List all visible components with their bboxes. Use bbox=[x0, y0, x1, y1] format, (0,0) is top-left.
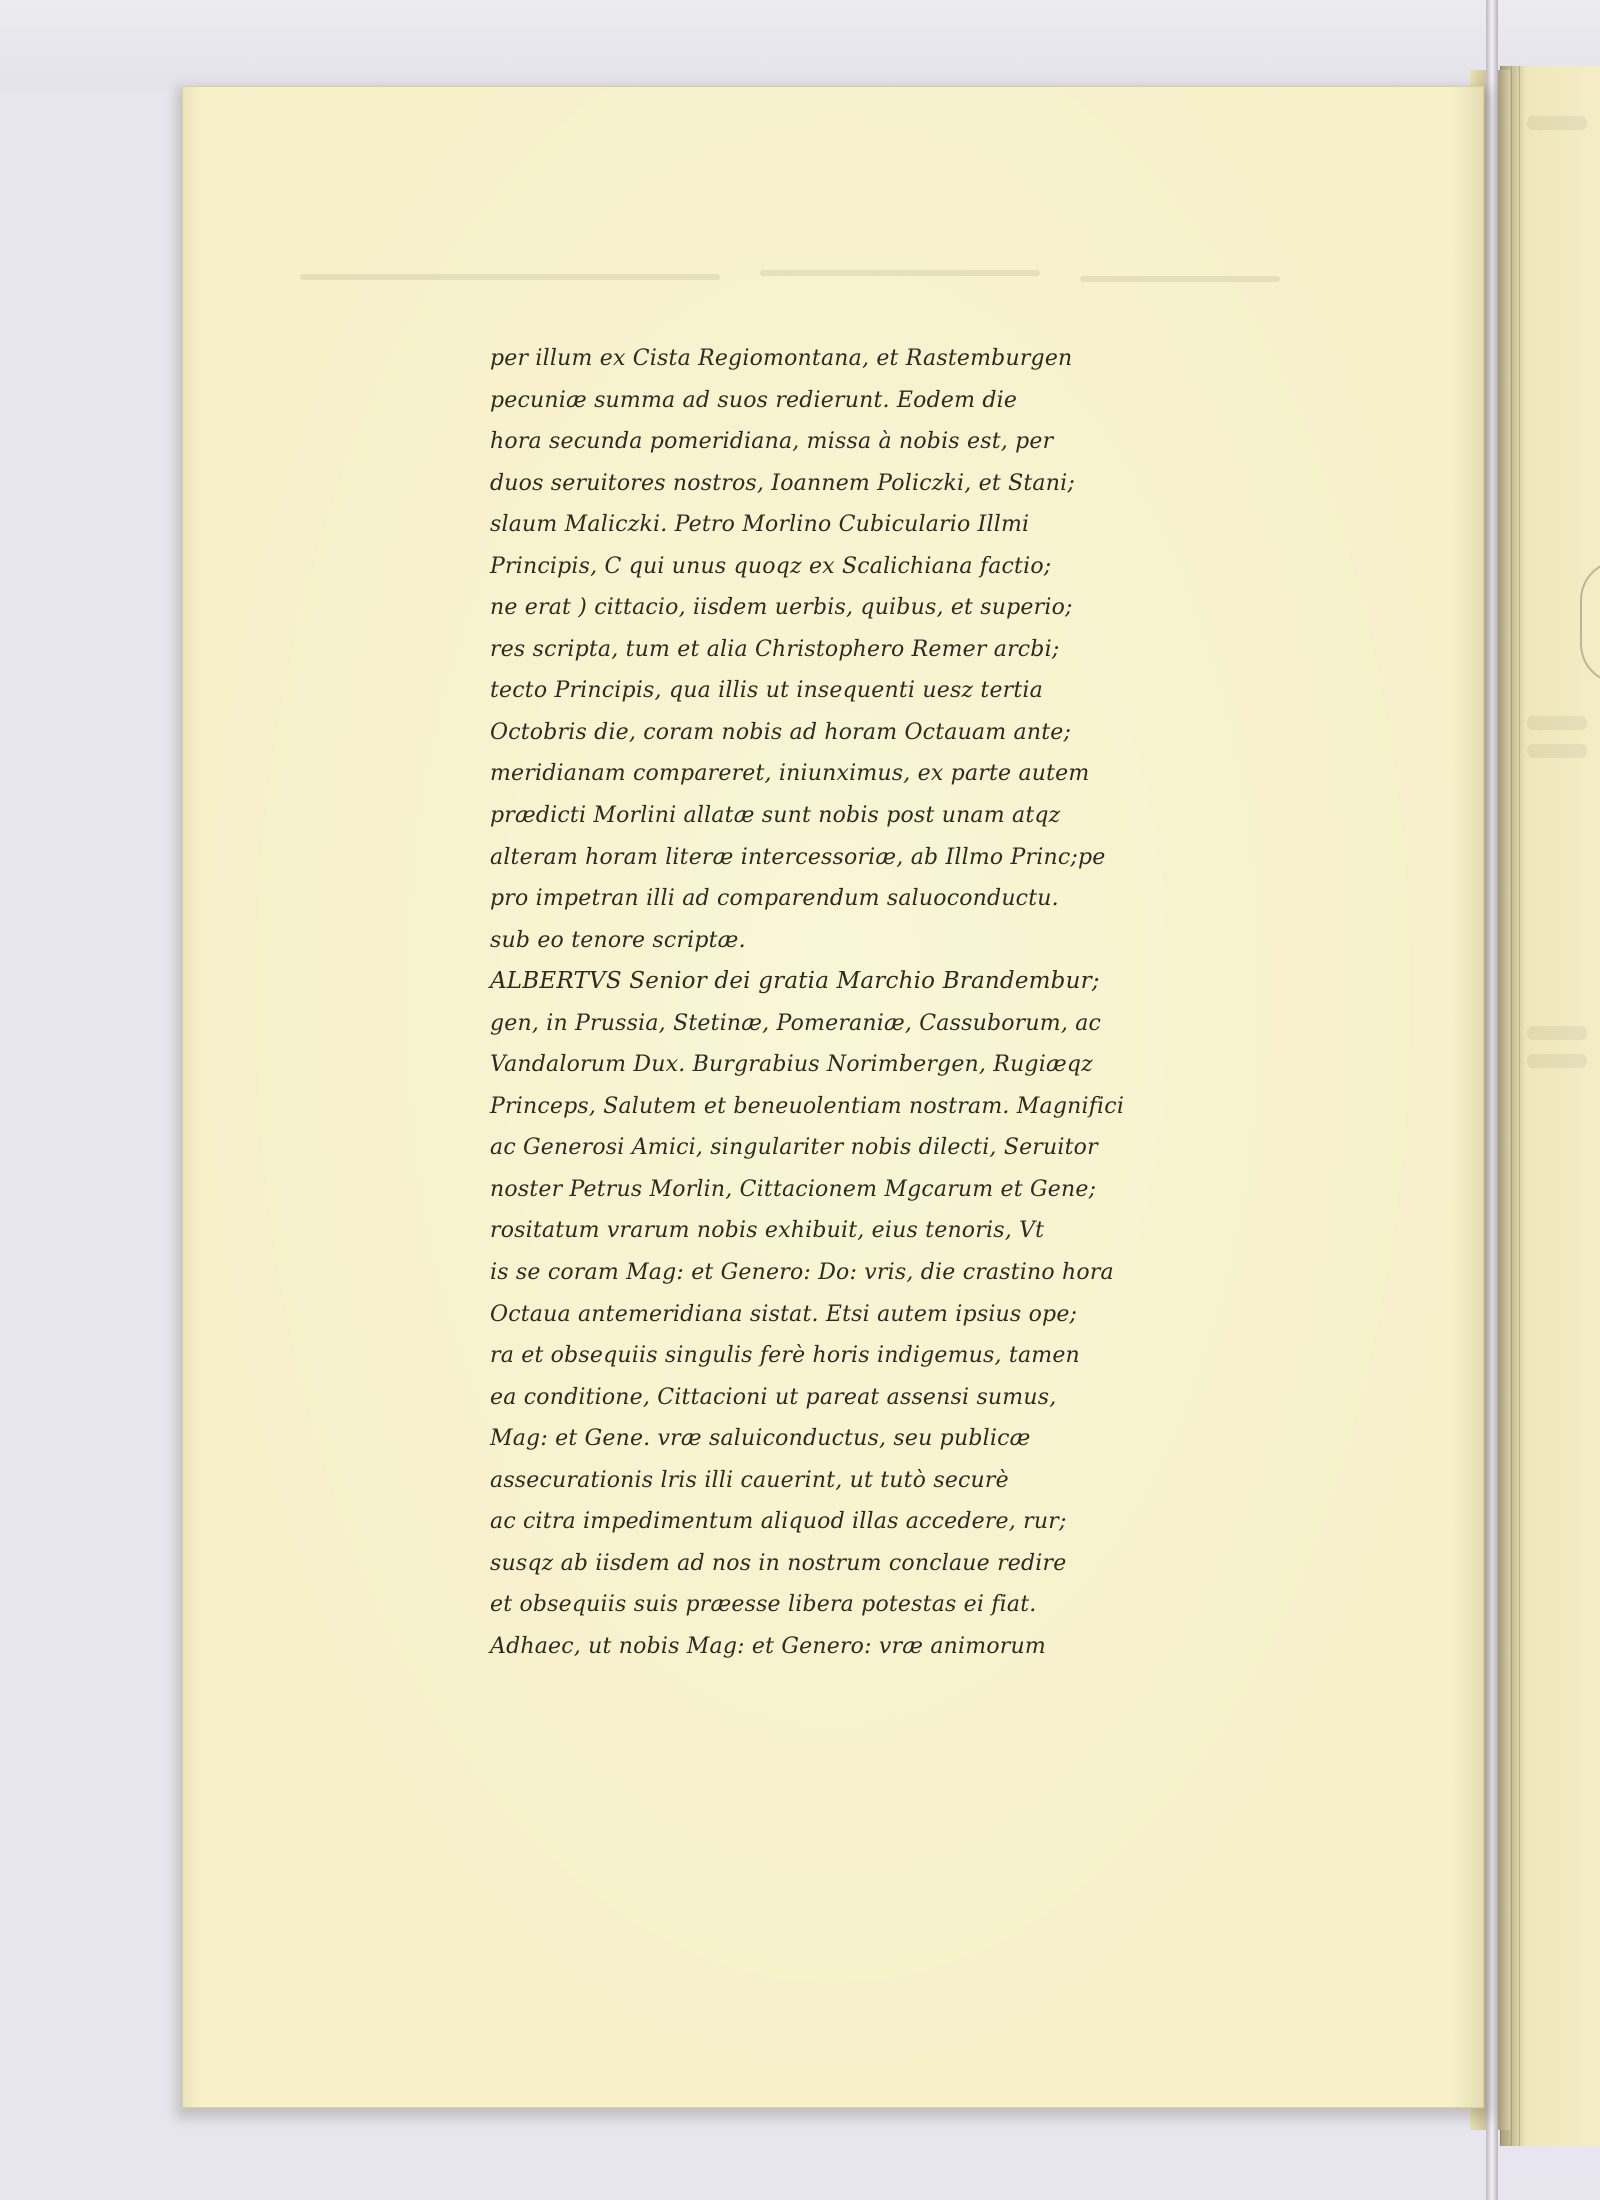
text-line: pecuniæ summa ad suos redierunt. Eodem die bbox=[490, 387, 1018, 413]
facing-page-trace bbox=[1527, 1054, 1587, 1068]
text-line: sub eo tenore scriptæ. bbox=[490, 927, 746, 953]
page-edge-line bbox=[1511, 66, 1512, 2146]
facing-page-trace bbox=[1527, 744, 1587, 758]
manuscript-text bbox=[490, 338, 1260, 1668]
text-line: Principis, C qui unus quoqz ex Scalichiana factio; bbox=[490, 553, 1052, 579]
text-line: ac citra impedimentum aliquod illas accedere, rur; bbox=[490, 1509, 1067, 1535]
text-line: assecurationis lris illi cauerint, ut tutò securè bbox=[490, 1467, 1009, 1493]
text-line: gen, in Prussia, Stetinæ, Pomeraniæ, Cassuborum, ac bbox=[490, 1010, 1102, 1036]
text-line: Mag: et Gene. vræ saluiconductus, seu publicæ bbox=[490, 1426, 1031, 1452]
page-edge-line bbox=[1519, 66, 1520, 2146]
text-line: pro impetran illi ad comparendum saluoconductu. bbox=[490, 886, 1059, 912]
text-line: ac Generosi Amici, singulariter nobis dilecti, Seruitor bbox=[490, 1135, 1098, 1161]
text-line: et obsequiis suis præesse libera potestas ei fiat. bbox=[490, 1592, 1037, 1618]
text-line: ea conditione, Cittacioni ut pareat assensi sumus, bbox=[490, 1384, 1057, 1410]
text-line: Vandalorum Dux. Burgrabius Norimbergen, Rugiæqz bbox=[490, 1052, 1093, 1078]
text-line: ra et obsequiis singulis ferè horis indigemus, tamen bbox=[490, 1343, 1080, 1369]
facing-page-trace bbox=[1527, 716, 1587, 730]
facing-page-trace bbox=[1527, 116, 1587, 130]
text-line: Octobris die, coram nobis ad horam Octauam ante; bbox=[490, 719, 1072, 745]
text-line: ne erat ) cittacio, iisdem uerbis, quibus, et superio; bbox=[490, 595, 1073, 621]
text-line: rositatum vrarum nobis exhibuit, eius tenoris, Vt bbox=[490, 1218, 1045, 1244]
text-line: alteram horam literæ intercessoriæ, ab Illmo Princ;pe bbox=[490, 844, 1106, 870]
text-line: slaum Maliczki. Petro Morlino Cubiculario Illmi bbox=[490, 512, 1030, 538]
facing-page-edge bbox=[1500, 66, 1600, 2146]
text-line: Octaua antemeridiana sistat. Etsi autem ipsius ope; bbox=[490, 1301, 1078, 1327]
text-line: prædicti Morlini allatæ sunt nobis post unam atqz bbox=[490, 803, 1061, 829]
text-line: susqz ab iisdem ad nos in nostrum conclaue redire bbox=[490, 1550, 1067, 1576]
text-line: meridianam compareret, iniunximus, ex parte autem bbox=[490, 761, 1090, 787]
text-line: Princeps, Salutem et beneuolentiam nostram. Magnifici bbox=[490, 1093, 1125, 1119]
text-line: tecto Principis, qua illis ut insequenti uesz tertia bbox=[490, 678, 1043, 704]
text-line: res scripta, tum et alia Christophero Remer arcbi; bbox=[490, 636, 1060, 662]
text-line: per illum ex Cista Regiomontana, et Rastemburgen bbox=[490, 346, 1073, 371]
background bbox=[0, 0, 1600, 90]
text-line: hora secunda pomeridiana, missa à nobis est, per bbox=[490, 429, 1054, 455]
text-line: noster Petrus Morlin, Cittacionem Mgcarum et Gene; bbox=[490, 1176, 1097, 1202]
letter-heading-line: ALBERTVS Senior dei gratia Marchio Brandembur; bbox=[490, 968, 1100, 995]
bleed-through-marks bbox=[300, 270, 1300, 310]
facing-page-trace bbox=[1527, 1026, 1587, 1040]
text-line: is se coram Mag: et Genero: Do: vris, die crastino hora bbox=[490, 1260, 1114, 1286]
text-line: duos seruitores nostros, Ioannem Policzki, et Stani; bbox=[490, 470, 1075, 496]
text-line: Adhaec, ut nobis Mag: et Genero: vræ animorum bbox=[490, 1633, 1046, 1659]
